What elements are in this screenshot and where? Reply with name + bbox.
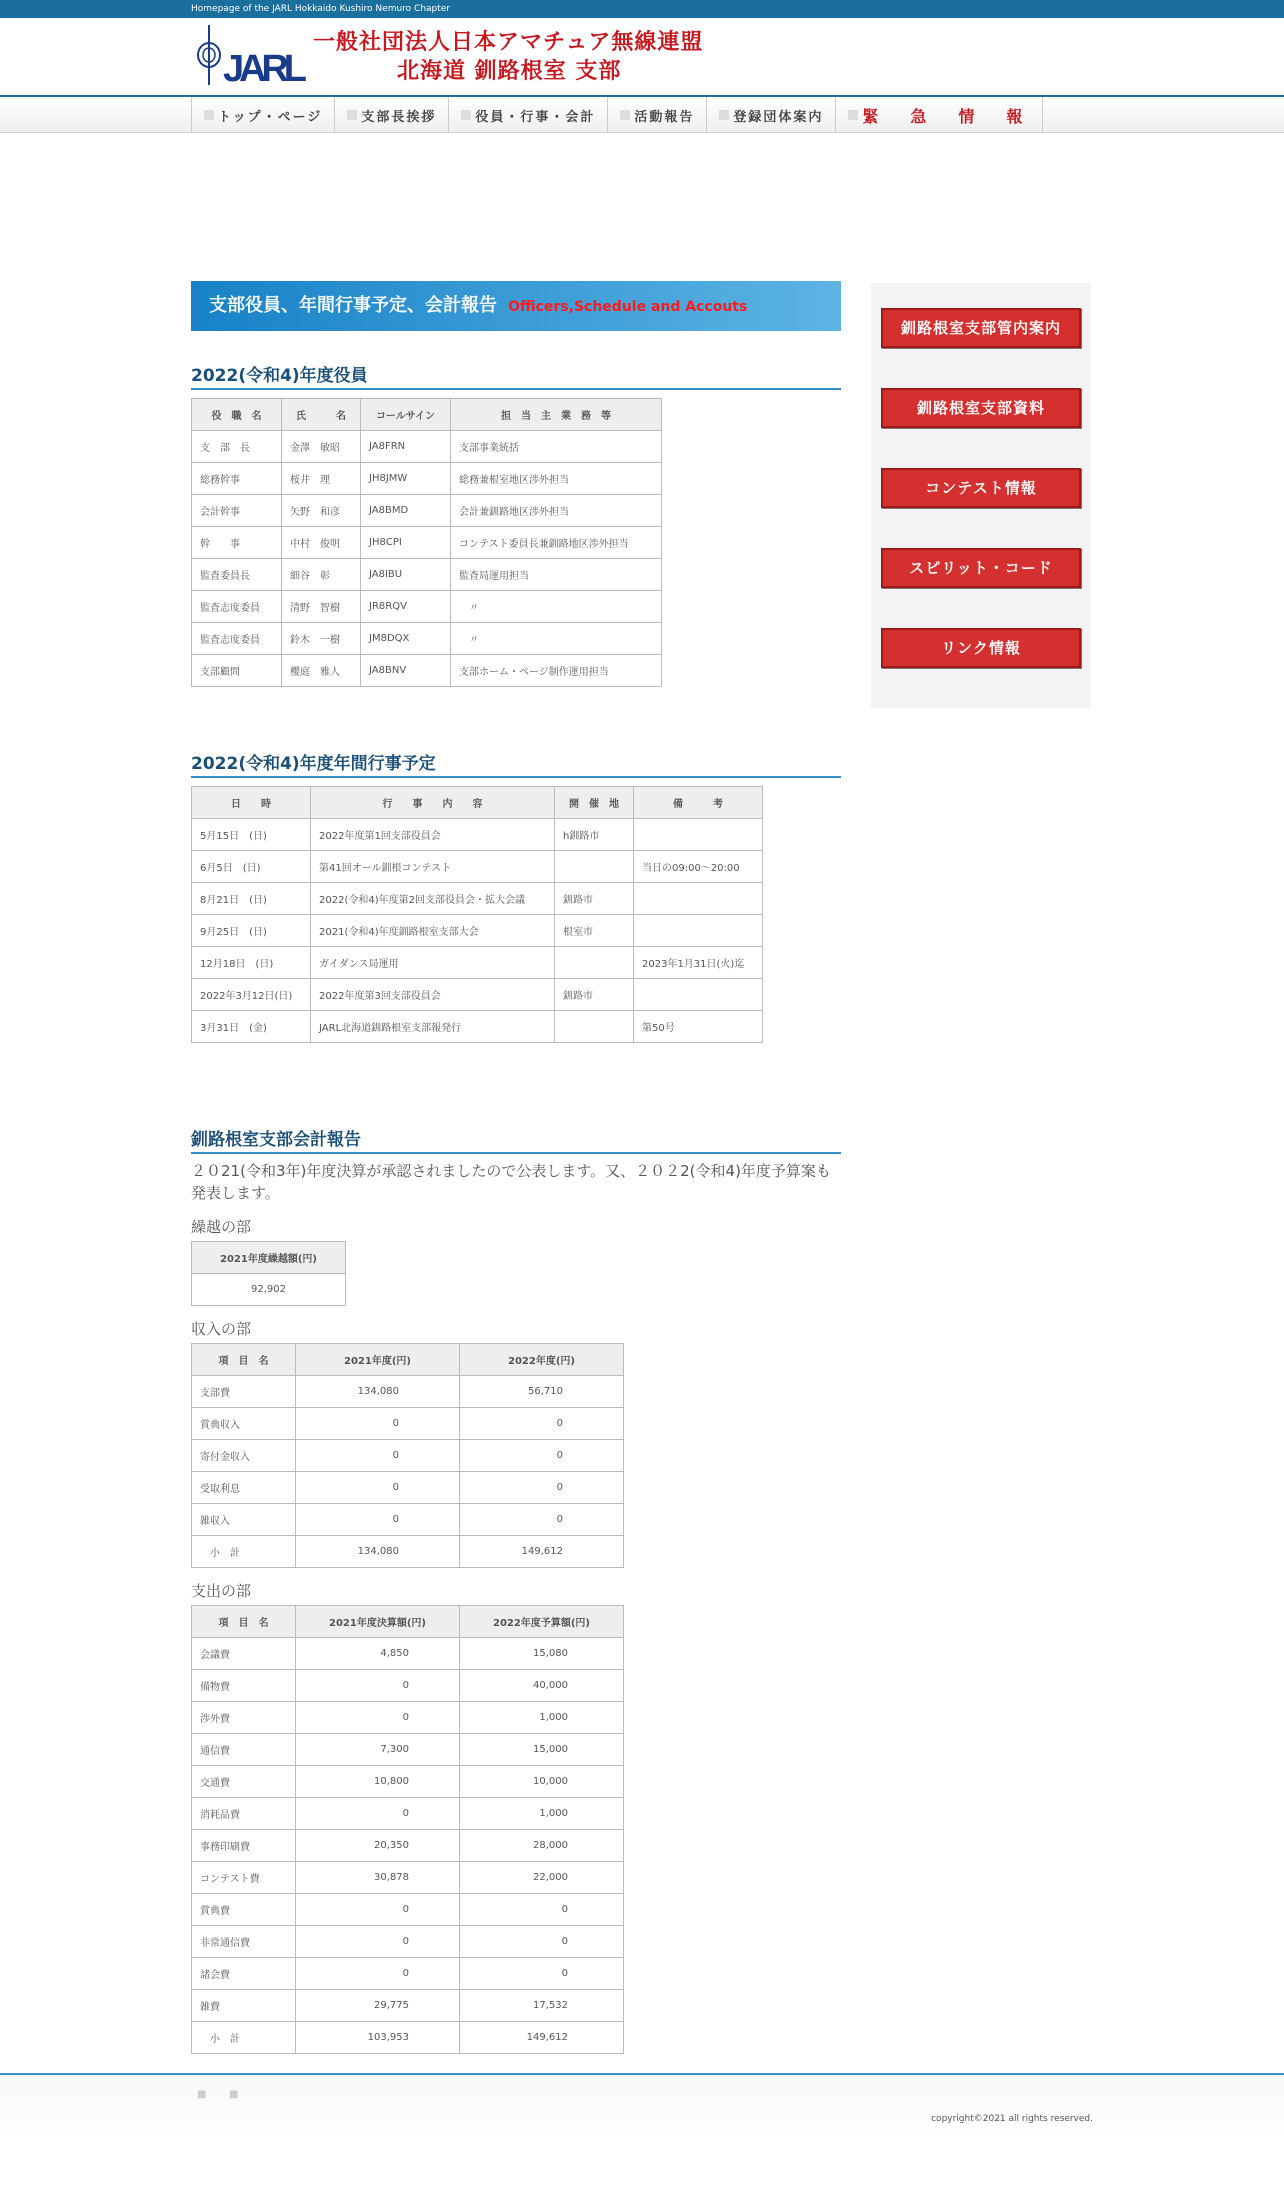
column-header: 日 時 <box>192 787 311 819</box>
column-header: 担 当 主 業 務 等 <box>451 399 662 431</box>
column-header: 行 事 内 容 <box>311 787 555 819</box>
site-tagline: Homepage of the JARL Hokkaido Kushiro Nemuro Chapter <box>191 4 451 14</box>
table-row: 監査志度委員 清野 智樹 JR8RQV 〃 <box>192 591 662 623</box>
sidebar-item-spirit-code[interactable]: スピリット・コード <box>881 548 1081 588</box>
table-row: 事務印刷費 20,350 28,000 <box>192 1830 624 1862</box>
table-row: 渉外費 0 1,000 <box>192 1702 624 1734</box>
expense-title: 支出の部 <box>191 1582 252 1600</box>
footer-dot-icon: ■ <box>197 2089 207 2100</box>
schedule-heading: 2022(令和4)年度年間行事予定 <box>191 749 841 778</box>
column-header: 項 目 名 <box>192 1344 296 1376</box>
table-row: 小 計 134,080 149,612 <box>192 1536 624 1568</box>
table-row: 賞典収入 0 0 <box>192 1408 624 1440</box>
logo-text: JARL <box>223 48 307 87</box>
jarl-logo[interactable] <box>195 23 311 87</box>
column-header: 項 目 名 <box>192 1606 296 1638</box>
column-header: 役 職 名 <box>192 399 282 431</box>
nav-bullet-icon <box>719 110 729 120</box>
table-row: 5月15日 (日) 2022年度第1回支部役員会 h釧路市 <box>192 819 763 851</box>
table-row: コンテスト費 30,878 22,000 <box>192 1862 624 1894</box>
sidebar-item-links[interactable]: リンク情報 <box>881 628 1081 668</box>
sidebar-item-documents[interactable]: 釧路根室支部資料 <box>881 388 1081 428</box>
column-header: 開 催 地 <box>555 787 634 819</box>
table-row: 幹 事 中村 俊明 JH8CPI コンテスト委員長兼釧路地区渉外担当 <box>192 527 662 559</box>
table-row: 雑費 29,775 17,532 <box>192 1990 624 2022</box>
column-header: コールサイン <box>361 399 451 431</box>
column-header: 2022年度(円) <box>460 1344 624 1376</box>
table-header-row <box>192 787 763 819</box>
page-banner <box>191 281 841 331</box>
table-row: 支 部 長 金澤 敏昭 JA8FRN 支部事業統括 <box>192 431 662 463</box>
table-header-row <box>192 1606 624 1638</box>
table-row: 6月5日 (日) 第41回オール釧根コンテスト 当日の09:00～20:00 <box>192 851 763 883</box>
sidebar <box>871 283 1091 708</box>
table-row: 支部費 134,080 56,710 <box>192 1376 624 1408</box>
column-header: 備 考 <box>634 787 763 819</box>
top-bar <box>0 0 1284 18</box>
column-header: 2021年度決算額(円) <box>296 1606 460 1638</box>
table-row: 92,902 <box>192 1274 346 1306</box>
nav-registered-groups[interactable]: 登録団体案内 <box>707 97 836 133</box>
table-row: 消耗品費 0 1,000 <box>192 1798 624 1830</box>
table-row: 非常通信費 0 0 <box>192 1926 624 1958</box>
org-name <box>313 28 703 86</box>
nav-bullet-icon <box>204 110 214 120</box>
sidebar-item-contest[interactable]: コンテスト情報 <box>881 468 1081 508</box>
nav-emergency[interactable]: 緊 急 情 報 <box>836 97 1043 133</box>
nav-officers[interactable]: 役員・行事・会計 <box>449 97 608 133</box>
column-header: 氏 名 <box>282 399 361 431</box>
nav-greeting[interactable]: 支部長挨拶 <box>335 97 449 133</box>
income-table <box>191 1343 624 1568</box>
nav-bullet-icon <box>620 110 630 120</box>
table-header-row <box>192 1242 346 1274</box>
nav-bullet-icon <box>347 110 357 120</box>
table-row: 8月21日 (日) 2022(令和4)年度第2回支部役員会・拡大会議 釧路市 <box>192 883 763 915</box>
table-row: 3月31日 (金) JARL北海道釧路根室支部報発行 第50号 <box>192 1011 763 1043</box>
main-nav <box>0 95 1284 133</box>
nav-bullet-icon <box>461 110 471 120</box>
table-row: 通信費 7,300 15,000 <box>192 1734 624 1766</box>
carryover-title: 繰越の部 <box>191 1218 252 1236</box>
table-row: 会計幹事 矢野 和彦 JA8BMD 会計兼釧路地区渉外担当 <box>192 495 662 527</box>
table-row: 12月18日 (日) ガイダンス局運用 2023年1月31日(火)迄 <box>192 947 763 979</box>
table-row: 雑収入 0 0 <box>192 1504 624 1536</box>
nav-activity-report[interactable]: 活動報告 <box>608 97 707 133</box>
table-row: 2022年3月12日(日) 2022年度第3回支部役員会 釧路市 <box>192 979 763 1011</box>
expense-table <box>191 1605 624 2054</box>
accounts-lead: ２０21(令和3年)年度決算が承認されましたので公表します。又、２０２2(令和4)年度予算案も発表します。 <box>191 1162 831 1202</box>
footer-dot-icon: ■ <box>229 2089 239 2100</box>
table-row: 支部顧問 櫻庭 雅人 JA8BNV 支部ホーム・ページ制作運用担当 <box>192 655 662 687</box>
table-row: 賞典費 0 0 <box>192 1894 624 1926</box>
table-row: 会議費 4,850 15,080 <box>192 1638 624 1670</box>
footer <box>0 2073 1284 2200</box>
table-row: 受取利息 0 0 <box>192 1472 624 1504</box>
table-row: 監査委員長 細谷 彰 JA8IBU 監査局運用担当 <box>192 559 662 591</box>
table-header-row <box>192 399 662 431</box>
income-title: 収入の部 <box>191 1320 252 1338</box>
table-row: 9月25日 (日) 2021(令和4)年度釧路根室支部大会 根室市 <box>192 915 763 947</box>
table-row: 総務幹事 桜井 理 JH8JMW 総務兼根室地区渉外担当 <box>192 463 662 495</box>
table-row: 監査志度委員 鈴木 一樹 JM8DQX 〃 <box>192 623 662 655</box>
table-row: 備物費 0 40,000 <box>192 1670 624 1702</box>
copyright: copyright©2021 all rights reserved. <box>931 2114 1093 2124</box>
officers-heading: 2022(令和4)年度役員 <box>191 361 841 390</box>
carryover-table <box>191 1241 346 1306</box>
page-subtitle: Officers,Schedule and Accouts <box>508 299 748 315</box>
main-content <box>191 281 841 2164</box>
table-row: 小 計 103,953 149,612 <box>192 2022 624 2054</box>
accounts-heading: 釧路根室支部会計報告 <box>191 1125 841 1154</box>
table-row: 交通費 10,800 10,000 <box>192 1766 624 1798</box>
sidebar-item-area-guide[interactable]: 釧路根室支部管内案内 <box>881 308 1081 348</box>
table-row: 諸会費 0 0 <box>192 1958 624 1990</box>
officers-table <box>191 398 662 687</box>
page-title: 支部役員、年間行事予定、会計報告 <box>209 295 497 316</box>
site-header <box>191 18 1093 95</box>
column-header: 2022年度予算額(円) <box>460 1606 624 1638</box>
nav-bullet-icon <box>848 110 858 120</box>
column-header: 2021年度(円) <box>296 1344 460 1376</box>
table-row: 寄付金収入 0 0 <box>192 1440 624 1472</box>
column-header: 2021年度繰越額(円) <box>192 1242 346 1274</box>
schedule-table <box>191 786 763 1043</box>
nav-top-page[interactable]: トップ・ページ <box>191 97 335 133</box>
org-name-line1: 一般社団法人日本アマチュア無線連盟 <box>313 29 704 55</box>
table-header-row <box>192 1344 624 1376</box>
org-name-line2: 北海道 釧路根室 支部 <box>397 58 622 84</box>
